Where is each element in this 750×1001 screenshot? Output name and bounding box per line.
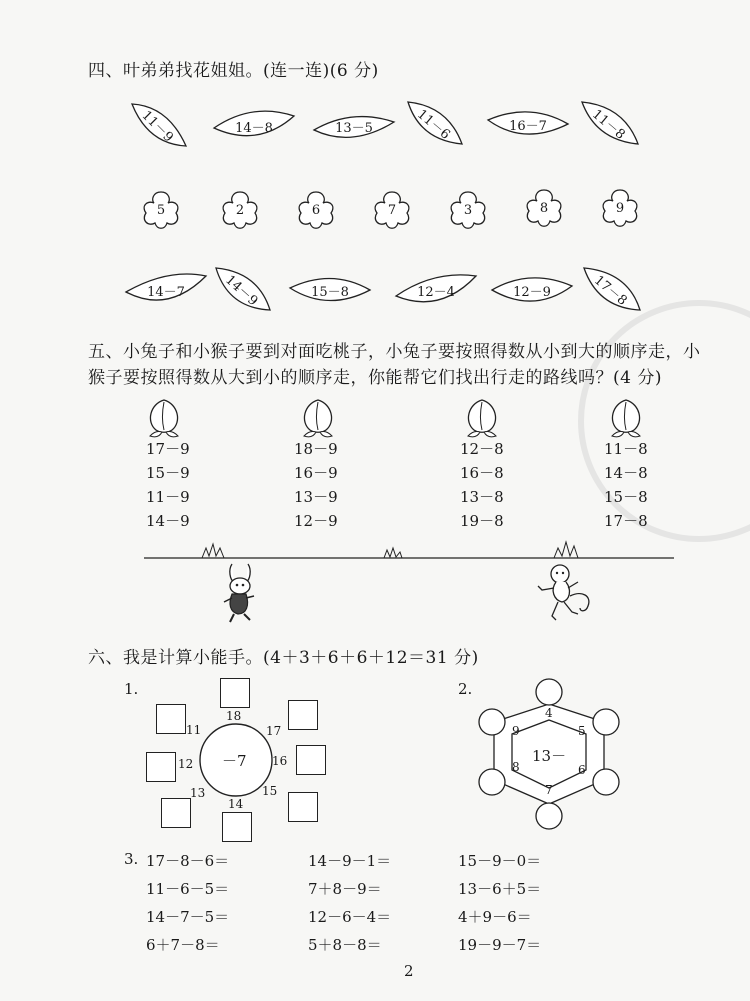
flower-label: 8: [539, 200, 549, 216]
number-label: 4: [545, 706, 553, 720]
leaf-label: 16－7: [509, 118, 547, 134]
leaf[interactable]: [288, 272, 372, 308]
number-label: 15: [262, 784, 278, 798]
leaf[interactable]: [490, 272, 574, 308]
section5-title-line2: 猴子要按照得数从大到小的顺序走，你能帮它们找出行走的路线吗？(4 分): [88, 368, 662, 388]
calc-expression: 19－9－7＝: [458, 936, 542, 954]
leaf[interactable]: [128, 100, 190, 150]
answer-box[interactable]: [161, 798, 191, 828]
expression: 19－8: [460, 512, 504, 530]
number-label: 12: [178, 757, 194, 771]
leaf[interactable]: [404, 98, 466, 148]
leaf[interactable]: [580, 264, 644, 314]
leaf-label: 15－8: [311, 284, 349, 300]
problem-2-label: 2.: [458, 680, 473, 698]
problem-1-label: 1.: [124, 680, 139, 698]
expression: 12－9: [294, 512, 338, 530]
leaf-label: 14－8: [235, 120, 273, 136]
expression: 17－9: [146, 440, 190, 458]
leaf-label: 12－4: [417, 284, 455, 300]
leaf[interactable]: [212, 108, 296, 144]
section5-title-line1: 五、小兔子和小猴子要到对面吃桃子，小兔子要按照得数从小到大的顺序走，小: [88, 342, 701, 362]
leaf-label: 14－7: [147, 284, 185, 300]
flower-label: 3: [463, 202, 473, 218]
expression: 15－8: [604, 488, 648, 506]
flower[interactable]: [294, 188, 338, 232]
number-label: 13: [190, 786, 206, 800]
calc-expression: 14－9－1＝: [308, 852, 392, 870]
section6-title: 六、我是计算小能手。(4＋3＋6＋6＋12＝31 分): [88, 648, 479, 668]
flower-label: 9: [615, 200, 625, 216]
calc-expression: 13－6＋5＝: [458, 880, 542, 898]
number-label: 18: [226, 709, 242, 723]
center-operation: －7: [222, 752, 247, 770]
number-label: 16: [272, 754, 288, 768]
answer-box[interactable]: [146, 752, 176, 782]
number-label: 14: [228, 797, 244, 811]
number-label: 9: [512, 724, 520, 738]
peach-column-4: [604, 437, 694, 533]
peach-column-3: [460, 437, 550, 533]
expression: 16－8: [460, 464, 504, 482]
flower-label: 7: [387, 202, 397, 218]
calc-expression: 7＋8－9＝: [308, 880, 382, 898]
leaf-label: 11－9: [138, 107, 177, 146]
flower[interactable]: [218, 188, 262, 232]
page-number: 2: [404, 962, 414, 980]
peach-column-2: [294, 437, 384, 533]
calc-expression: 11－6－5＝: [146, 880, 230, 898]
monkey-icon: [532, 560, 598, 630]
flower[interactable]: [446, 188, 490, 232]
expression: 16－9: [294, 464, 338, 482]
expression: 13－8: [460, 488, 504, 506]
number-label: 7: [545, 783, 553, 797]
leaf[interactable]: [124, 272, 208, 308]
section4-title: 四、叶弟弟找花姐姐。(连一连)(6 分): [88, 61, 379, 81]
leaf[interactable]: [312, 108, 396, 144]
flower[interactable]: [370, 188, 414, 232]
calc-expression: 12－6－4＝: [308, 908, 392, 926]
hexagon-center-operation: 13－: [532, 747, 567, 765]
answer-box[interactable]: [156, 704, 186, 734]
leaf-label: 13－5: [335, 120, 373, 136]
number-label: 5: [578, 724, 586, 738]
answer-box[interactable]: [296, 745, 326, 775]
flower[interactable]: [598, 186, 642, 230]
number-label: 6: [578, 763, 586, 777]
answer-box[interactable]: [220, 678, 250, 708]
expression: 11－8: [604, 440, 648, 458]
flower-label: 6: [311, 202, 321, 218]
expression: 15－9: [146, 464, 190, 482]
expression: 11－9: [146, 488, 190, 506]
leaf[interactable]: [578, 98, 642, 148]
answer-box[interactable]: [222, 812, 252, 842]
flower[interactable]: [522, 186, 566, 230]
number-label: 17: [266, 724, 282, 738]
leaf-label: 11－8: [589, 106, 629, 143]
calc-expression: 17－8－6＝: [146, 852, 230, 870]
calc-expression: 6＋7－8＝: [146, 936, 220, 954]
leaf[interactable]: [394, 272, 478, 308]
answer-box[interactable]: [288, 700, 318, 730]
leaf[interactable]: [212, 264, 274, 314]
leaf-label: 12－9: [513, 284, 551, 300]
problem-3-label: 3.: [124, 850, 139, 868]
peach-column-1: [146, 437, 236, 533]
leaf-label: 11－6: [414, 106, 454, 143]
number-label: 11: [186, 723, 202, 737]
answer-box[interactable]: [288, 792, 318, 822]
calc-expression: 4＋9－6＝: [458, 908, 532, 926]
expression: 12－8: [460, 440, 504, 458]
calc-expression: 5＋8－8＝: [308, 936, 382, 954]
leaf[interactable]: [486, 106, 570, 142]
flower[interactable]: [139, 188, 183, 232]
leaf-label: 14－9: [222, 272, 261, 309]
expression: 13－9: [294, 488, 338, 506]
calc-expression: 15－9－0＝: [458, 852, 542, 870]
expression: 14－9: [146, 512, 190, 530]
calc-expression: 14－7－5＝: [146, 908, 230, 926]
leaf-label: 17－8: [591, 272, 631, 309]
expression: 14－8: [604, 464, 648, 482]
flower-label: 5: [156, 202, 166, 218]
number-label: 8: [512, 760, 520, 774]
expression: 18－9: [294, 440, 338, 458]
rabbit-icon: [218, 560, 266, 628]
expression: 17－8: [604, 512, 648, 530]
flower-label: 2: [235, 202, 245, 218]
